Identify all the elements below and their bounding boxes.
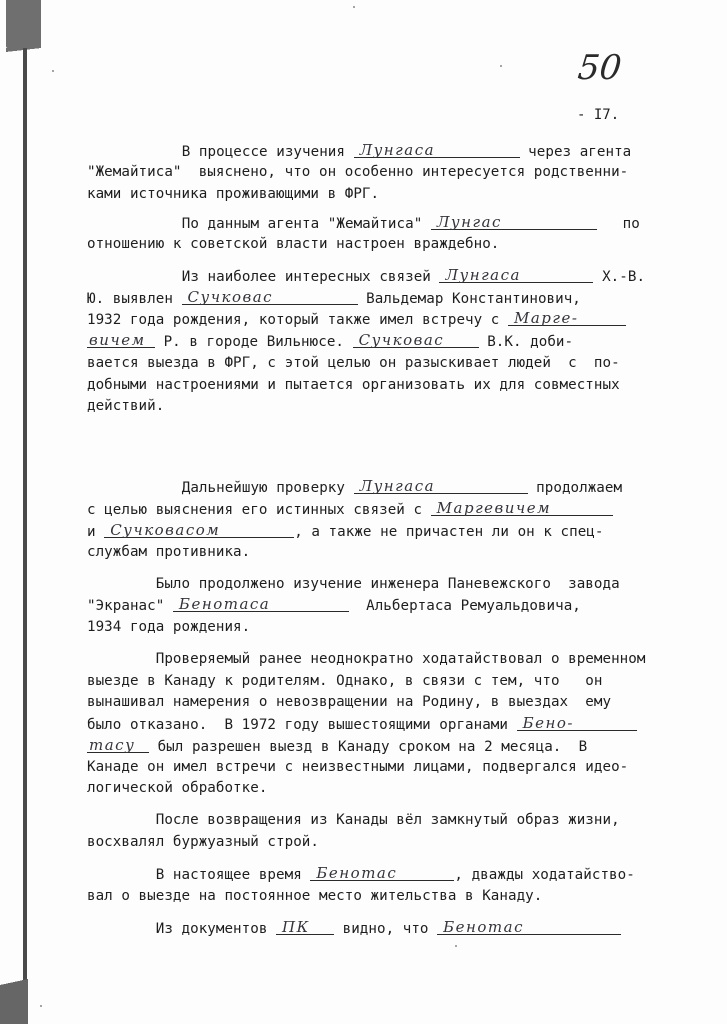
handwritten-name: Бено- (517, 716, 637, 731)
handwritten-name: Сучковас (353, 333, 479, 348)
text-line: Было продолжено изучение инженера Паневежского завода (87, 576, 620, 592)
text-line: В настоящее время Бенотас , дважды ходатайство- (87, 864, 635, 883)
binding-line (23, 48, 27, 983)
handwritten-name: Лунгаса (354, 479, 528, 494)
text-line: Ю. выявлен Сучковас Вальдемар Константинович, (87, 288, 581, 307)
text-line: выезде в Канаду к родителям. Однако, в связи с тем, что он (87, 673, 603, 689)
text-line: вал о выезде на постоянное место жительства в Канаду. (87, 888, 543, 904)
text-line: 1934 года рождения. (87, 619, 251, 635)
text-line: отношению к советской власти настроен враждебно. (87, 236, 500, 252)
text-line: вичем Р. в городе Вильнюсе. Сучковас В.К. доби- (89, 331, 574, 350)
scan-speck (455, 945, 457, 947)
text-line: После возвращения из Канады вёл замкнутый образ жизни, (87, 812, 620, 828)
binding-strip-bottom (0, 985, 28, 1024)
handwritten-name: Бенотас (437, 920, 621, 935)
text-line: вынашивал намерения о невозвращении на Родину, в выездах ему (87, 694, 612, 710)
handwritten-abbrev: ПК (276, 920, 334, 935)
text-line: восхвалял буржуазный строй. (87, 834, 319, 850)
text-line: По данным агента "Жемайтиса" Лунгас по (113, 213, 640, 232)
text-line: и Сучковасом , а также не причастен ли он к спец- (87, 521, 604, 540)
handwritten-name: вичем (87, 333, 155, 348)
scan-speck (500, 65, 502, 67)
text-line: с целью выяснения его истинных связей с Маргевичем (87, 501, 613, 518)
handwritten-name: Бенотас (310, 866, 454, 881)
handwritten-name: Лунгас (431, 215, 597, 230)
handwritten-name: Сучковасом (104, 523, 294, 538)
text-line: логической обработке. (87, 780, 268, 796)
text-line: действий. (87, 398, 165, 414)
handwritten-name: Бенотаса (173, 597, 349, 612)
scan-speck (52, 70, 54, 72)
handwritten-name: Лунгаса (354, 143, 520, 158)
text-line: В процессе изучения Лунгаса через агента (113, 141, 632, 160)
text-line: службам противника. (87, 544, 251, 560)
text-line: тасу был разрешен выезд в Канаду сроком на 2 месяца. В (89, 736, 588, 755)
text-line: "Жемайтиса" выяснено, что он особенно интересуется родственни- (87, 164, 629, 180)
text-line: было отказано. В 1972 году вышестоящими органами Бено- (87, 716, 637, 733)
handwritten-name: тасу (87, 738, 149, 753)
text-line: Канаде он имел встречи с неизвестными лицами, подвергался идео- (87, 759, 629, 775)
text-line: Проверяемый ранее неоднократно ходатайствовал о временном (87, 651, 646, 667)
text-line: Из наиболее интересных связей Лунгаса Х.-В. (113, 266, 646, 285)
text-line: 1932 года рождения, который также имел встречу с Марге- (87, 311, 626, 328)
text-line: "Экранас" Бенотаса Альбертаса Ремуальдовича, (87, 595, 581, 614)
text-line: Дальнейшую проверку Лунгаса продолжаем (113, 477, 623, 496)
text-line: вается выезда в ФРГ, с этой целью он разыскивает людей с по- (87, 355, 620, 371)
scan-speck (353, 6, 355, 8)
binding-strip-top (6, 0, 41, 48)
handwritten-name: Маргевичем (431, 501, 613, 516)
handwritten-name: Марге- (508, 311, 626, 326)
handwritten-name: Сучковас (182, 290, 358, 305)
text-line: ками источника проживающими в ФРГ. (87, 186, 380, 202)
scan-speck (40, 1005, 42, 1007)
handwritten-name: Лунгаса (439, 268, 593, 283)
folio-number-handwritten: 50 (575, 48, 624, 88)
text-line: Из документов ПК видно, что Бенотас (87, 920, 621, 937)
text-line: добными настроениями и пытается организовать их для совместных (87, 377, 620, 393)
page-number: - I7. (577, 107, 620, 123)
